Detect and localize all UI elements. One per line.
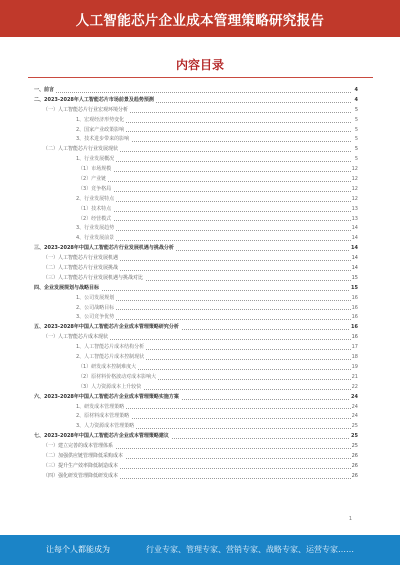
page-number: 1	[348, 516, 352, 522]
toc-entry-title: （2）原材料价格波动对成本影响大	[78, 373, 157, 380]
toc-heading-rule	[28, 77, 373, 78]
toc-entry-page: 24	[350, 393, 358, 403]
toc-leader-dots	[76, 161, 351, 162]
toc-entry[interactable]	[34, 254, 358, 264]
toc-entry-page: 5	[354, 126, 358, 136]
toc-entry-title: 1、研发成本管理策略	[76, 403, 125, 410]
toc-leader-dots	[76, 300, 351, 301]
toc-entry-title: 六、2023-2028年中国人工智能芯片企业成本管理策略实施方案	[34, 393, 179, 400]
toc-entry[interactable]	[34, 353, 358, 363]
toc-entry[interactable]	[34, 96, 358, 106]
toc-entry-title: （一）人工智能芯片行业发展机遇	[43, 255, 119, 262]
table-of-contents	[34, 86, 358, 482]
toc-entry-page: 4	[354, 86, 358, 96]
toc-heading: 内容目录	[175, 58, 224, 72]
toc-entry[interactable]	[34, 393, 358, 403]
toc-entry-page: 4	[354, 96, 358, 106]
toc-entry[interactable]	[34, 462, 358, 472]
toc-entry-page: 12	[351, 195, 358, 205]
toc-entry-page: 16	[351, 294, 358, 304]
toc-entry-page: 24	[351, 412, 358, 422]
toc-entry[interactable]	[34, 412, 358, 422]
toc-entry-page: 14	[350, 244, 358, 254]
toc-entry[interactable]	[34, 116, 358, 126]
toc-entry-page: 18	[351, 353, 358, 363]
toc-entry-title: （3）竞争格局	[78, 185, 112, 192]
toc-entry[interactable]	[34, 145, 358, 155]
toc-entry-title: 3、公司竞争优势	[76, 314, 115, 321]
toc-entry-page: 19	[351, 363, 358, 373]
toc-entry-title: （1）市场规模	[78, 166, 112, 173]
toc-entry-title: 七、2023-2028年中国人工智能芯片企业成本管理策略建议	[34, 433, 169, 440]
toc-entry[interactable]	[34, 86, 358, 96]
toc-entry-title: （3）人力资源成本上升较快	[78, 383, 142, 390]
toc-leader-dots	[78, 181, 351, 182]
toc-entry[interactable]	[34, 195, 358, 205]
toc-entry-title: （二）人工智能芯片行业发展现状	[43, 146, 119, 153]
footer-slogan: 让每个人都能成为	[46, 545, 110, 554]
report-title: 人工智能芯片企业成本管理策略研究报告	[75, 13, 325, 29]
toc-entry[interactable]	[34, 294, 358, 304]
toc-leader-dots	[76, 230, 351, 231]
toc-entry-page: 25	[350, 432, 358, 442]
toc-entry[interactable]	[34, 135, 358, 145]
toc-entry-page: 5	[354, 145, 358, 155]
toc-entry-title: 1、公司发展规划	[76, 294, 115, 301]
toc-entry[interactable]	[34, 452, 358, 462]
toc-entry[interactable]	[34, 442, 358, 452]
toc-entry[interactable]	[34, 126, 358, 136]
toc-entry-page: 14	[351, 224, 358, 234]
toc-entry-title: （2）产业链	[78, 176, 107, 183]
toc-entry-page: 26	[351, 472, 358, 482]
toc-entry-page: 17	[351, 343, 358, 353]
toc-entry-page: 5	[354, 116, 358, 126]
toc-entry-title: 3、技术进步带来的影响	[76, 136, 130, 143]
toc-entry[interactable]	[34, 234, 358, 244]
toc-entry-title: （一）人工智能芯片行业宏观环境分析	[43, 106, 129, 113]
toc-entry-page: 26	[351, 462, 358, 472]
toc-entry-page: 15	[351, 274, 358, 284]
toc-entry-page: 22	[351, 383, 358, 393]
toc-entry[interactable]	[34, 383, 358, 393]
toc-leader-dots	[78, 171, 351, 172]
toc-entry-page: 21	[351, 373, 358, 383]
toc-entry[interactable]	[34, 165, 358, 175]
toc-entry[interactable]	[34, 205, 358, 215]
toc-leader-dots	[76, 309, 351, 310]
toc-entry-title: 一、前言	[34, 87, 55, 93]
toc-entry-title: 二、2023-2028年人工智能芯片市场前景及趋势预测	[34, 96, 154, 103]
toc-entry[interactable]	[34, 403, 358, 413]
toc-entry-title: （三）提升生产效率降低制造成本	[43, 462, 119, 469]
toc-entry-title: 四、企业发展规划与战略目标	[34, 284, 100, 291]
toc-leader-dots	[76, 201, 351, 202]
toc-entry-title: （四）强化研发管理降低研发成本	[43, 472, 119, 479]
toc-entry-title: 4、行业发展前景	[76, 235, 115, 242]
toc-entry[interactable]	[34, 284, 358, 294]
toc-entry[interactable]	[34, 343, 358, 353]
toc-entry-title: 1、人工智能芯片成本结构分析	[76, 344, 145, 351]
toc-entry-page: 13	[351, 205, 358, 215]
toc-leader-dots	[34, 92, 351, 93]
toc-entry-title: （2）经营模式	[78, 215, 112, 222]
toc-entry-title: 2、公司战略目标	[76, 304, 115, 311]
toc-entry-title: 三、2023-2028年中国人工智能芯片行业发展机遇与挑战分析	[34, 245, 174, 252]
toc-entry-page: 25	[351, 422, 358, 432]
toc-entry[interactable]	[34, 215, 358, 225]
toc-entry-title: （二）加强供应链管理降低采购成本	[43, 452, 124, 459]
toc-entry-page: 16	[351, 304, 358, 314]
toc-entry[interactable]	[34, 333, 358, 343]
footer-expert-list: 行业专家、管理专家、营销专家、战略专家、运营专家……	[146, 545, 354, 554]
toc-entry[interactable]	[34, 274, 358, 284]
toc-leader-dots	[78, 211, 351, 212]
toc-entry[interactable]	[34, 432, 358, 442]
footer-banner	[0, 535, 400, 565]
toc-entry-title: 1、宏观经济形势变化	[76, 116, 125, 123]
toc-entry[interactable]	[34, 106, 358, 116]
toc-entry-title: 1、行业发展概况	[76, 156, 115, 163]
toc-entry-page: 25	[351, 442, 358, 452]
toc-entry[interactable]	[34, 422, 358, 432]
toc-entry[interactable]	[34, 304, 358, 314]
toc-entry-page: 12	[351, 165, 358, 175]
toc-entry[interactable]	[34, 185, 358, 195]
toc-entry[interactable]	[34, 244, 358, 254]
toc-entry-page: 12	[351, 185, 358, 195]
toc-entry-title: 2、人工智能芯片成本控制现状	[76, 354, 145, 361]
toc-entry-page: 16	[351, 333, 358, 343]
toc-entry[interactable]	[34, 472, 358, 482]
toc-entry-title: 3、行业发展趋势	[76, 225, 115, 232]
toc-entry[interactable]	[34, 224, 358, 234]
toc-entry[interactable]	[34, 373, 358, 383]
toc-entry-title: 2、行业发展特点	[76, 195, 115, 202]
report-header	[0, 0, 400, 37]
toc-entry-page: 26	[351, 452, 358, 462]
toc-entry[interactable]	[34, 363, 358, 373]
toc-leader-dots	[78, 220, 351, 221]
toc-entry[interactable]	[34, 323, 358, 333]
toc-entry[interactable]	[34, 264, 358, 274]
toc-entry-page: 15	[350, 284, 358, 294]
toc-entry-page: 12	[351, 175, 358, 185]
toc-entry[interactable]	[34, 155, 358, 165]
toc-entry-title: 3、人力资源成本管理策略	[76, 423, 135, 430]
toc-entry-page: 13	[351, 215, 358, 225]
toc-leader-dots	[76, 240, 351, 241]
toc-entry[interactable]	[34, 175, 358, 185]
toc-entry-page: 16	[351, 313, 358, 323]
toc-entry-title: （1）技术特点	[78, 205, 112, 212]
toc-entry-title: 五、2023-2028年中国人工智能芯片企业成本管理策略研究分析	[34, 324, 179, 331]
toc-entry[interactable]	[34, 313, 358, 323]
toc-entry-page: 5	[354, 155, 358, 165]
toc-entry-title: 2、国家产业政策影响	[76, 126, 125, 133]
toc-entry-title: （二）人工智能芯片行业发展挑战	[43, 265, 119, 272]
toc-entry-page: 14	[351, 264, 358, 274]
toc-entry-page: 5	[354, 106, 358, 116]
toc-leader-dots	[78, 191, 351, 192]
toc-entry-page: 14	[351, 234, 358, 244]
toc-entry-title: （1）研发成本控制难度大	[78, 363, 137, 370]
toc-entry-page: 24	[351, 403, 358, 413]
toc-entry-page: 5	[354, 135, 358, 145]
toc-entry-page: 14	[351, 254, 358, 264]
toc-entry-title: （一）建立完善的成本管理体系	[43, 443, 114, 450]
toc-leader-dots	[76, 319, 351, 320]
toc-entry-title: （一）人工智能芯片成本现状	[43, 334, 109, 341]
toc-entry-title: 2、原材料成本管理策略	[76, 413, 130, 420]
toc-entry-page: 16	[350, 323, 358, 333]
toc-entry-title: （三）人工智能芯片行业发展机遇与挑战对比	[43, 274, 144, 281]
